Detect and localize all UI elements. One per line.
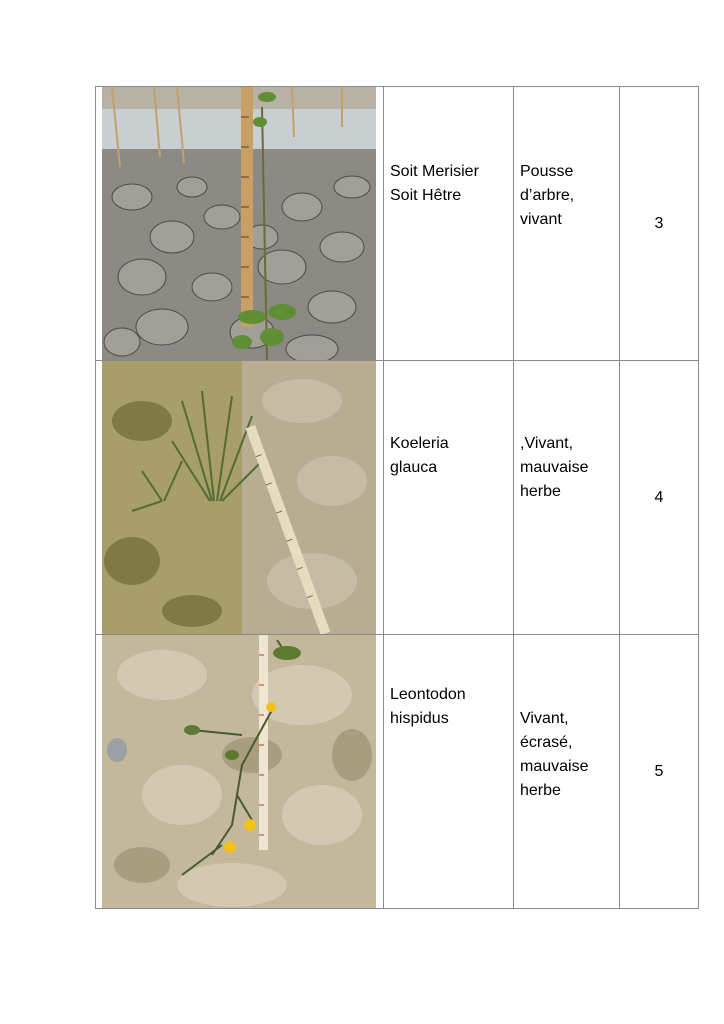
table-row bbox=[96, 361, 698, 635]
table-row bbox=[96, 635, 698, 909]
species-name-cell bbox=[384, 635, 514, 909]
species-name: Soit Merisier Soit Hêtre bbox=[390, 163, 479, 204]
number-cell bbox=[620, 361, 698, 634]
status-text: Vivant, écrasé, mauvaise herbe bbox=[520, 710, 589, 799]
photo-sapling-on-rocks bbox=[102, 87, 376, 360]
number-cell bbox=[620, 87, 698, 360]
species-name: Leontodon hispidus bbox=[390, 686, 466, 727]
row-number: 3 bbox=[654, 214, 664, 232]
species-name: Koeleria glauca bbox=[390, 435, 449, 476]
table-row bbox=[96, 87, 698, 361]
row-number: 4 bbox=[654, 488, 664, 506]
photo-grass-on-mud bbox=[102, 361, 376, 634]
species-name-cell bbox=[384, 87, 514, 360]
status-cell bbox=[514, 87, 620, 360]
photo-yellow-flower-on-mud bbox=[102, 635, 376, 908]
photo-cell bbox=[96, 361, 384, 634]
number-cell bbox=[620, 635, 698, 909]
photo-cell bbox=[96, 635, 384, 909]
status-cell bbox=[514, 361, 620, 634]
row-number: 5 bbox=[654, 763, 664, 780]
species-table bbox=[95, 86, 699, 909]
status-text: ,Vivant, mauvaise herbe bbox=[520, 435, 589, 500]
status-text: Pousse d’arbre, vivant bbox=[520, 163, 575, 228]
status-cell bbox=[514, 635, 620, 909]
species-name-cell bbox=[384, 361, 514, 634]
photo-cell bbox=[96, 87, 384, 360]
